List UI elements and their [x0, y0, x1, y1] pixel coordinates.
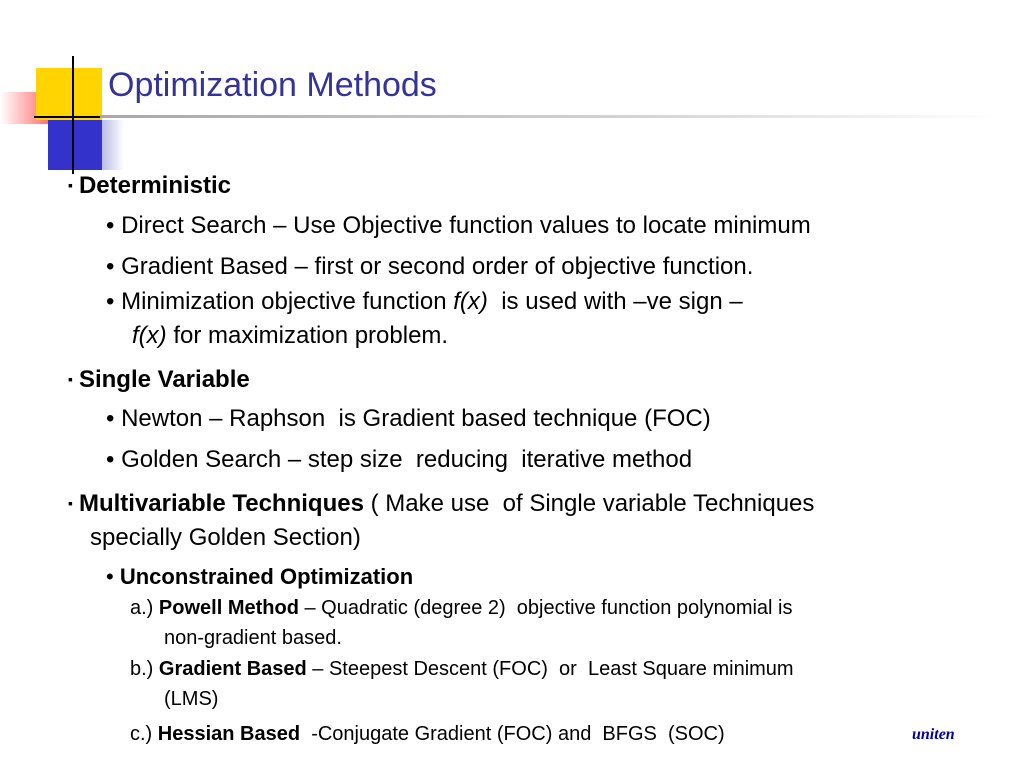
item-text-pre: Minimization objective function: [121, 288, 454, 315]
item-text: – Steepest Descent (FOC) or Least Square minimum: [306, 658, 794, 680]
square-bullet-icon: ▪: [68, 371, 73, 387]
heading-single-variable: Single Variable: [78, 366, 250, 393]
bullet-single-variable: [68, 366, 250, 394]
item-minimization-continued: [132, 322, 448, 350]
item-gradient-continued: [164, 688, 218, 711]
item-direct-search: [106, 212, 811, 240]
decorative-vertical-line: [72, 56, 74, 174]
item-text: – Quadratic (degree 2) objective function polynomial is: [298, 597, 793, 619]
item-fx: f(x): [132, 322, 167, 349]
item-text: (LMS): [164, 688, 219, 710]
decorative-blue-square: [48, 120, 102, 170]
item-gradient-based: [106, 253, 753, 281]
item-powell-continued: [164, 627, 342, 650]
item-prefix: c.): [130, 723, 158, 745]
dot-bullet-icon: •: [106, 405, 115, 432]
item-prefix: a.): [130, 597, 159, 619]
item-text: Golden Search – step size reducing iterative method: [121, 446, 693, 473]
item-bold: Gradient Based: [158, 658, 307, 680]
item-gradient: [130, 658, 794, 681]
heading-multivariable: Multivariable Techniques: [78, 490, 364, 517]
item-text: Gradient Based – first or second order of objective function.: [121, 253, 754, 280]
decorative-yellow-square: [36, 68, 102, 120]
item-minimization: [106, 288, 743, 316]
multivariable-note-continued: [90, 524, 361, 552]
title-underline: [100, 115, 1000, 118]
square-bullet-icon: ▪: [68, 177, 73, 193]
item-unconstrained: [106, 564, 413, 590]
item-text: non-gradient based.: [164, 627, 342, 649]
dot-bullet-icon: •: [106, 288, 115, 315]
item-text: Newton – Raphson is Gradient based technique (FOC): [121, 405, 711, 432]
heading-unconstrained: Unconstrained Optimization: [119, 564, 414, 589]
uniten-logo: uniten: [912, 726, 955, 743]
dot-bullet-icon: •: [106, 212, 115, 239]
item-text: Direct Search – Use Objective function values to locate minimum: [121, 212, 811, 239]
item-powell: [130, 597, 793, 620]
item-newton-raphson: [106, 405, 711, 433]
item-hessian: [130, 723, 725, 746]
decorative-shade: [102, 120, 124, 170]
item-bold: Powell Method: [158, 597, 299, 619]
heading-deterministic: Deterministic: [78, 172, 232, 199]
bullet-deterministic: [68, 172, 231, 200]
slide-title: Optimization Methods: [108, 66, 437, 104]
multivariable-note: ( Make use of Single variable Techniques: [363, 490, 815, 517]
dot-bullet-icon: •: [106, 564, 114, 589]
item-golden-search: [106, 446, 692, 474]
dot-bullet-icon: •: [106, 446, 115, 473]
bullet-multivariable: [68, 490, 814, 518]
item-text: for maximization problem.: [166, 322, 449, 349]
square-bullet-icon: ▪: [68, 495, 73, 511]
item-bold: Hessian Based: [157, 723, 301, 745]
item-fx: f(x): [453, 288, 488, 315]
item-text: -Conjugate Gradient (FOC) and BFGS (SOC): [300, 723, 725, 745]
item-text: specially Golden Section): [90, 524, 361, 551]
dot-bullet-icon: •: [106, 253, 115, 280]
item-text-post: is used with –ve sign –: [487, 288, 743, 315]
item-prefix: b.): [130, 658, 159, 680]
